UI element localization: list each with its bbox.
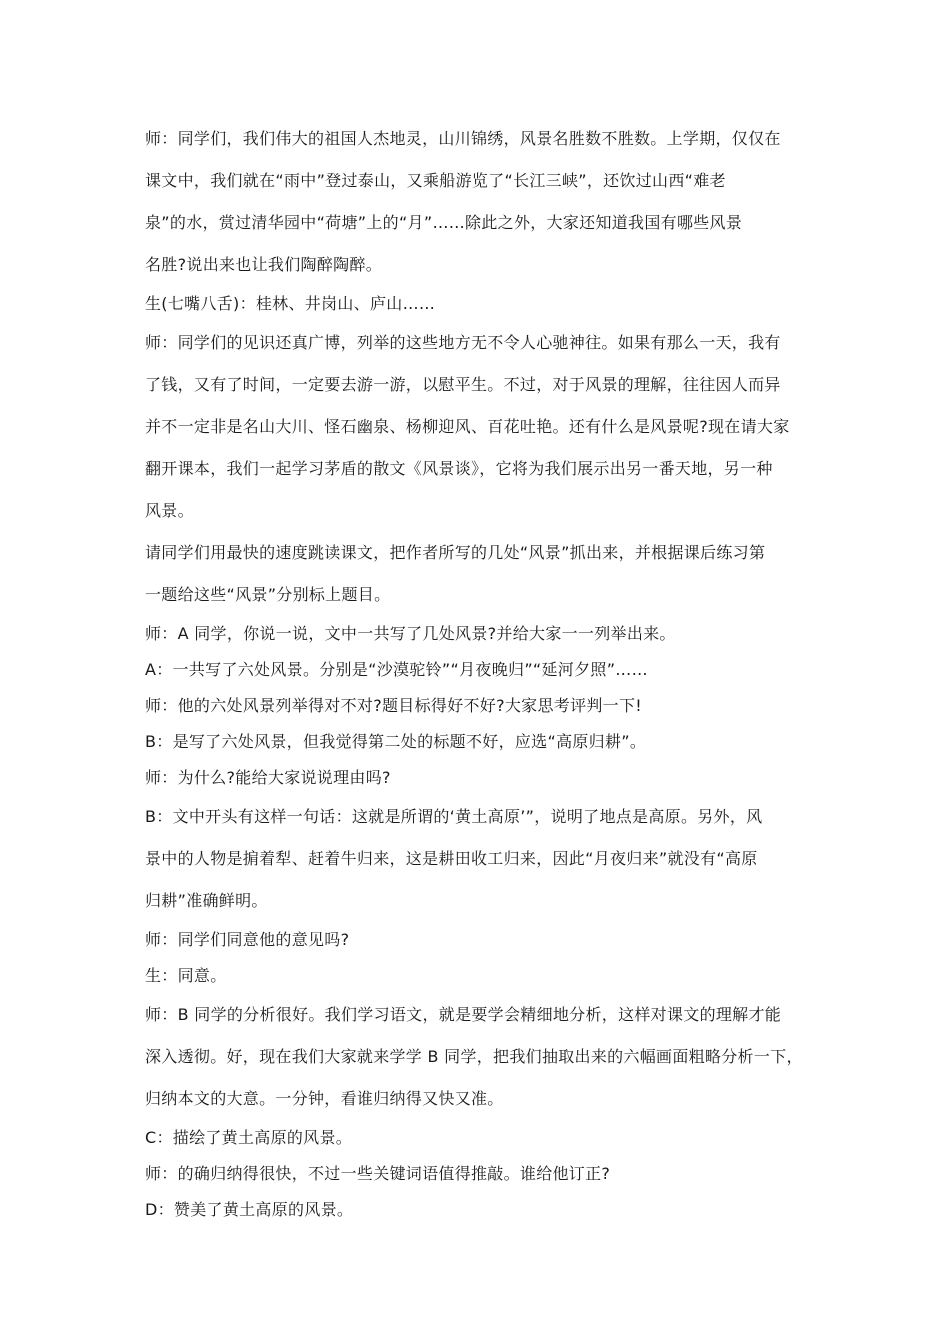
paragraph-teacher-refine — [145, 1156, 817, 1192]
text-line: 深入透彻。好，现在我们大家就来学学 B 同学，把我们抽取出来的六幅画面粗略分析一下， — [145, 1047, 803, 1066]
text-line: 请同学们用最快的速度跳读课文，把作者所写的几处“风景”抓出来，并根据课后练习第 — [145, 543, 766, 562]
text-line: 师：同学们的见识还真广博，列举的这些地方无不令人心驰神往。如果有那么一天，我有 — [145, 333, 781, 352]
text-line: 生：同意。 — [145, 966, 227, 985]
text-line: 一题给这些“风景”分别标上题目。 — [145, 585, 391, 604]
paragraph-students-answer — [145, 286, 817, 322]
document-body — [145, 118, 817, 1228]
paragraph-teacher-intro — [145, 118, 817, 286]
paragraph-teacher-evaluate — [145, 688, 817, 724]
paragraph-student-b — [145, 724, 817, 760]
text-line: B：文中开头有这样一句话：这就是所谓的‘黄土高原’”，说明了地点是高原。另外，风 — [145, 807, 763, 826]
text-line: A：一共写了六处风景。分别是“沙漠驼铃”“月夜晚归”“延河夕照”…… — [145, 660, 648, 679]
paragraph-student-a — [145, 652, 817, 688]
paragraph-teacher-response — [145, 322, 817, 532]
text-line: 师：同学们，我们伟大的祖国人杰地灵，山川锦绣，风景名胜数不胜数。上学期，仅仅在 — [145, 129, 781, 148]
text-line: 师：的确归纳得很快，不过一些关键词语值得推敲。谁给他订正? — [145, 1164, 611, 1183]
text-line: 翻开课本，我们一起学习茅盾的散文《风景谈》，它将为我们展示出另一番天地，另一种 — [145, 459, 773, 478]
paragraph-student-d — [145, 1192, 817, 1228]
text-line: 生(七嘴八舌)：桂林、井岗山、庐山…… — [145, 294, 436, 313]
text-line: 师：A 同学，你说一说，文中一共写了几处风景?并给大家一一列举出来。 — [145, 624, 676, 643]
paragraph-teacher-praise — [145, 994, 817, 1120]
text-line: 师：他的六处风景列举得对不对?题目标得好不好?大家思考评判一下! — [145, 696, 642, 715]
text-line: 师：B 同学的分析很好。我们学习语文，就是要学会精细地分析，这样对课文的理解才能 — [145, 1005, 782, 1024]
text-line: 景中的人物是掮着犁、赶着牛归来，这是耕田收工归来，因此“月夜归来”就没有“高原 — [145, 849, 758, 868]
text-line: 师：同学们同意他的意见吗? — [145, 930, 350, 949]
text-line: 归耕”准确鲜明。 — [145, 891, 268, 910]
text-line: D：赞美了黄土高原的风景。 — [145, 1200, 354, 1219]
text-line: 归纳本文的大意。一分钟，看谁归纳得又快又准。 — [145, 1089, 504, 1108]
paragraph-teacher-ask-a — [145, 616, 817, 652]
text-line: 并不一定非是名山大川、怪石幽泉、杨柳迎风、百花吐艳。还有什么是风景呢?现在请大家 — [145, 417, 790, 436]
paragraph-student-c — [145, 1120, 817, 1156]
paragraph-students-agree — [145, 958, 817, 994]
paragraph-reading-task — [145, 532, 817, 616]
paragraph-teacher-agree — [145, 922, 817, 958]
text-line: 了钱，又有了时间，一定要去游一游，以慰平生。不过，对于风景的理解，往往因人而异 — [145, 375, 781, 394]
text-line: C：描绘了黄土高原的风景。 — [145, 1128, 353, 1147]
paragraph-teacher-why — [145, 760, 817, 796]
text-line: 泉”的水，赏过清华园中“荷塘”上的“月”……除此之外，大家还知道我国有哪些风景 — [145, 213, 743, 232]
text-line: 师：为什么?能给大家说说理由吗? — [145, 768, 391, 787]
paragraph-student-b-reason — [145, 796, 817, 922]
text-line: 课文中，我们就在“雨中”登过泰山，又乘船游览了“长江三峡”，还饮过山西“难老 — [145, 171, 726, 190]
text-line: 风景。 — [145, 501, 194, 520]
text-line: B：是写了六处风景，但我觉得第二处的标题不好，应选“高原归耕”。 — [145, 732, 647, 751]
text-line: 名胜?说出来也让我们陶醉陶醉。 — [145, 255, 382, 274]
